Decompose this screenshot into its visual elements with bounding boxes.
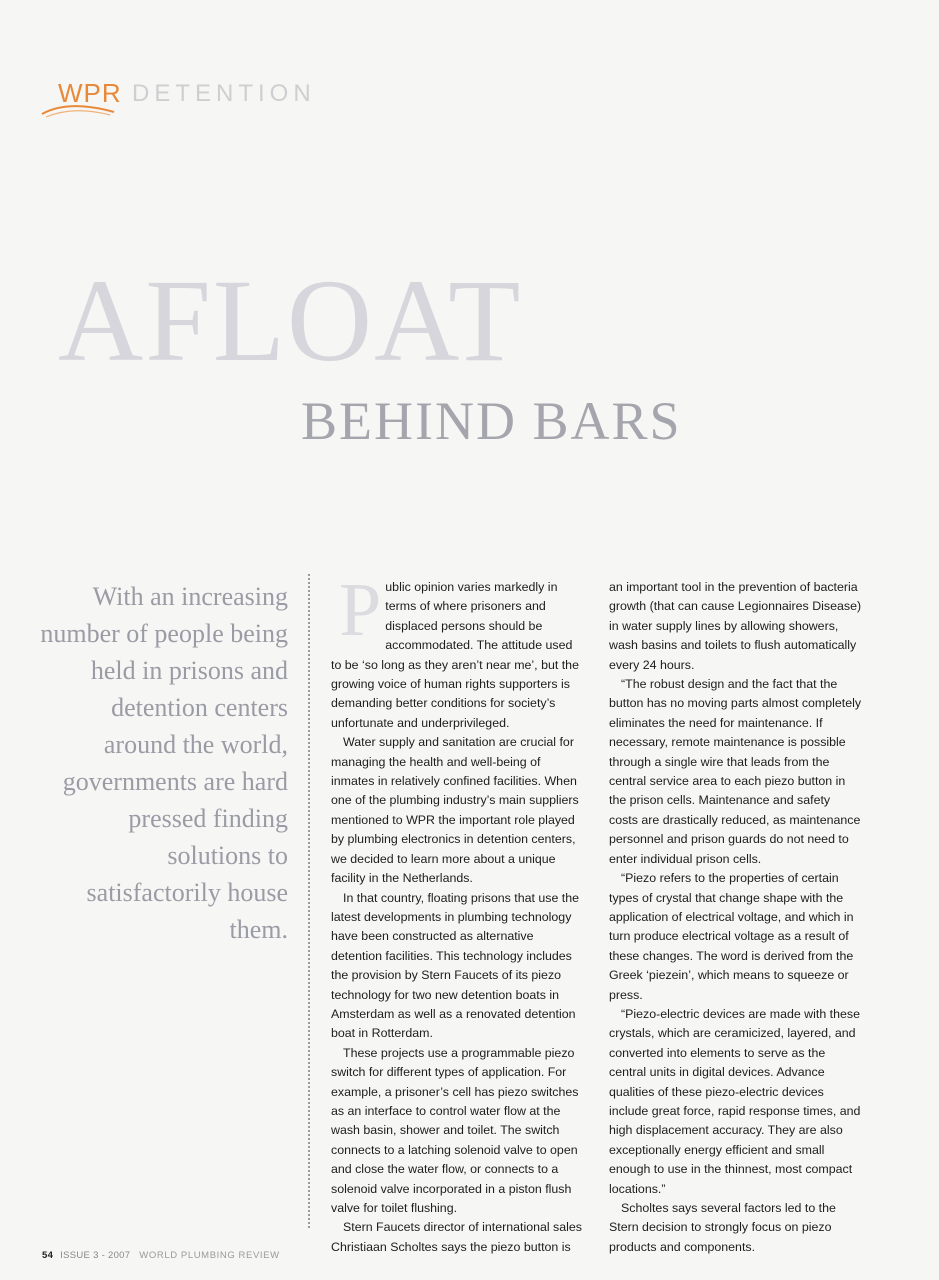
article-column-1 — [331, 568, 584, 1257]
page-footer — [42, 1250, 280, 1261]
paragraph: Water supply and sanitation are crucial for managing the health and well-being of inmates in relatively confined facilities. When one of the plumbing industry’s main suppliers mentioned to WPR the important role played by plumbing electronics in detention centers, we decided to learn more about a unique facility in the Netherlands. — [331, 735, 579, 886]
paragraph: “Piezo refers to the properties of certain types of crystal that change shape with the application of electrical voltage, and which in turn produce electrical voltage as a result of these changes. The word is derived from the Greek ‘piezein’, which means to squeeze or press. — [609, 871, 854, 1002]
paragraph: ublic opinion varies markedly in terms of where prisoners and displaced persons should be accommodated. The attitude used to be ‘so long as they aren’t near me’, but the growing voice of human rights supporters is demanding better conditions for society’s unfortunate and underprivileged. — [331, 580, 579, 730]
paragraph: an important tool in the prevention of bacteria growth (that can cause Legionnaires Disease) in water supply lines by allowing showers, wash basins and toilets to flush automatically every 24 hours. — [609, 580, 862, 672]
section-label: DETENTION — [132, 80, 316, 107]
drop-cap: P — [339, 568, 382, 652]
page-number: 54 — [42, 1250, 54, 1261]
paragraph: In that country, floating prisons that use the latest developments in plumbing technology have been constructed as alternative detention facilities. This technology includes the provision by Stern Faucets of its piezo technology for two new detention boats in Amsterdam as well as a renovated detention boat in Rotterdam. — [331, 890, 580, 1041]
logo-swoosh-icon — [40, 100, 120, 120]
issue-label: ISSUE 3 - 2007 — [60, 1250, 131, 1261]
wpr-logo: WPR — [58, 78, 122, 108]
paragraph: These projects use a programmable piezo switch for different types of application. For example, a prisoner’s cell has piezo switches as an interface to control water flow at the wash basin, shower and toilet. The switch connects to a latching solenoid valve to open and close the water flow, or connects to a solenoid valve incorporated in a piston flush valve for toilet flushing. — [331, 1045, 579, 1215]
paragraph: Stern Faucets director of international sales Christiaan Scholtes says the piezo button is — [331, 1220, 582, 1254]
article-title: AFLOAT — [58, 255, 523, 386]
article-column-2 — [609, 578, 862, 1257]
pull-quote: With an increasing number of people being held in prisons and detention centers around the world, governments are hard pressed finding solutions to satisfactorily house them. — [40, 582, 288, 944]
column-divider — [308, 574, 310, 1228]
paragraph: “The robust design and the fact that the button has no moving parts almost completely eliminates the need for maintenance. If necessary, remote maintenance is possible through a single wire that leads from the central service area to each piezo button in the prison cells. Maintenance and safety costs are drastically reduced, as maintenance personnel and prison guards do not need to enter individual prison cells. — [609, 677, 862, 866]
paragraph: “Piezo-electric devices are made with these crystals, which are ceramicized, layered, and converted into elements to serve as the central units in digital devices. Advance qualities of these piezo-electric devices include great force, rapid response times, and high displacement accuracy. They are also exceptionally energy efficient and small enough to use in the thinnest, most compact locations.” — [609, 1006, 861, 1196]
article-subtitle: BEHIND BARS — [301, 391, 682, 451]
magazine-name: WORLD PLUMBING REVIEW — [139, 1250, 280, 1261]
section-header — [40, 78, 316, 128]
paragraph: Scholtes says several factors led to the Stern decision to strongly focus on piezo products and components. — [609, 1201, 836, 1254]
